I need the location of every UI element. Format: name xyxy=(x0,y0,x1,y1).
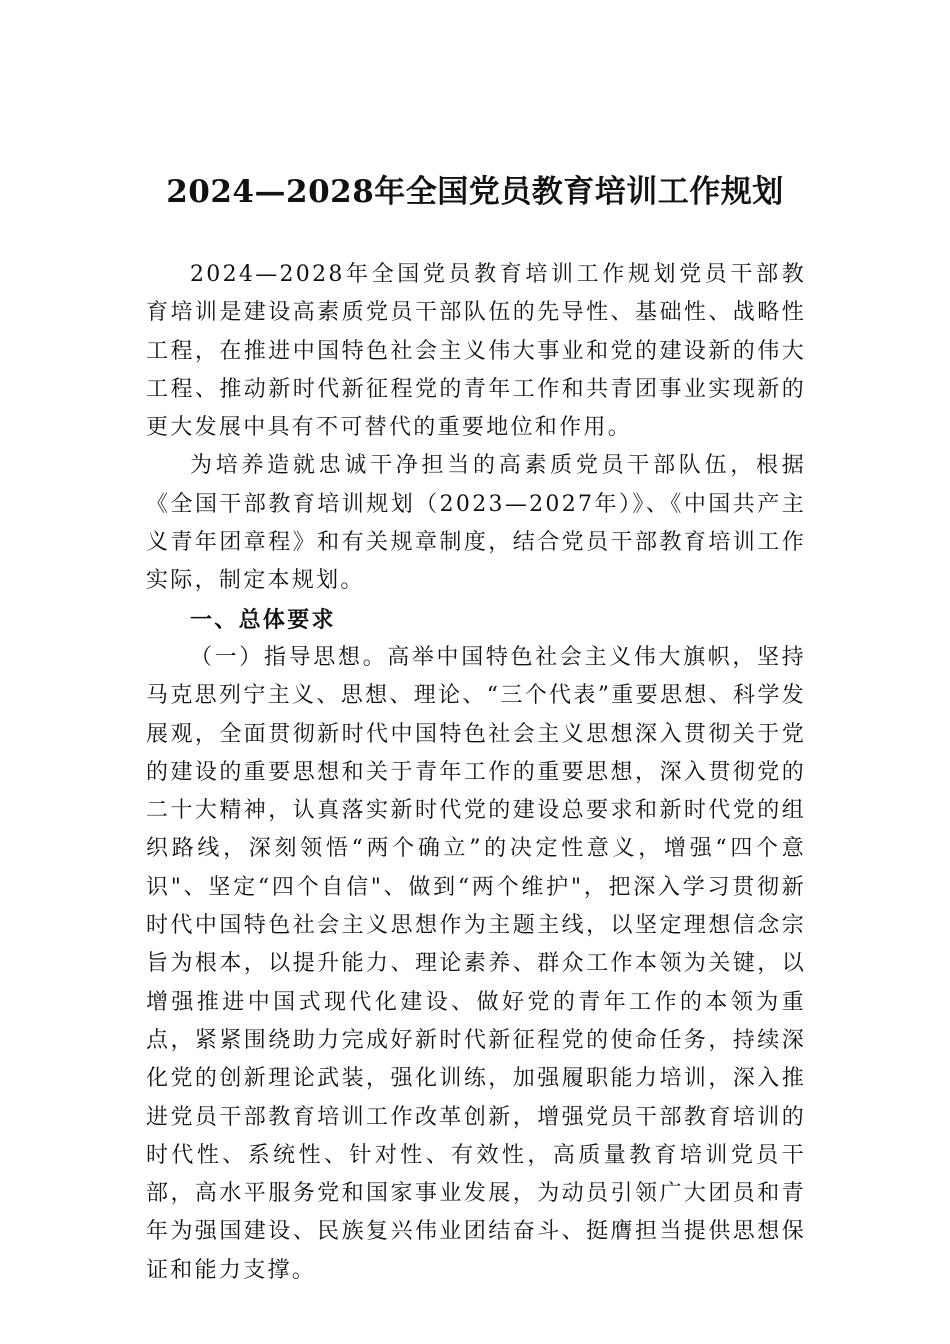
intro-paragraph: 2024—2028年全国党员教育培训工作规划党员干部教育培训是建设高素质党员干部队伍的先导性、基础性、战略性工程，在推进中国特色社会主义伟大事业和党的建设新的伟大工程、推动新时代新征程党的青年工作和共青团事业实现新的更大发展中具有不可替代的重要地位和作用。 xyxy=(146,262,806,441)
section-heading: 一、总体要求 xyxy=(190,606,336,633)
purpose-paragraph: 为培养造就忠诚干净担当的高素质党员干部队伍，根据《全国干部教育培训规划（2023—2027年）》、《中国共产主义青年团章程》和有关规章制度，结合党员干部教育培训工作实际，制定本规划。 xyxy=(146,453,806,594)
document-body xyxy=(146,256,806,1290)
document-title: 2024—2028年全国党员教育培训工作规划 xyxy=(166,174,784,210)
guiding-ideology-paragraph: （一）指导思想。高举中国特色社会主义伟大旗帜，坚持马克思列宁主义、思想、理论、“三个代表”重要思想、科学发展观，全面贯彻新时代中国特色社会主义思想深入贯彻关于党的建设的重要思想和关于青年工作的重要思想，深入贯彻党的二十大精神，认真落实新时代党的建设总要求和新时代党的组织路线，深刻领悟“两个确立”的决定性意义，增强“四个意识"、坚定“四个自信"、做到“两个维护"，把深入学习贯彻新时代中国特色社会主义思想作为主题主线，以坚定理想信念宗旨为根本，以提升能力、理论素养、群众工作本领为关键，以增强推进中国式现代化建设、做好党的青年工作的本领为重点，紧紧围绕助力完成好新时代新征程党的使命任务，持续深化党的创新理论武装，强化训练，加强履职能力培训，深入推进党员干部教育培训工作改革创新，增强党员干部教育培训的时代性、系统性、针对性、有效性，高质量教育培训党员干部，高水平服务党和国家事业发展，为动员引领广大团员和青年为强国建设、民族复兴伟业团结奋斗、挺膺担当提供思想保证和能力支撑。 xyxy=(146,644,806,1283)
